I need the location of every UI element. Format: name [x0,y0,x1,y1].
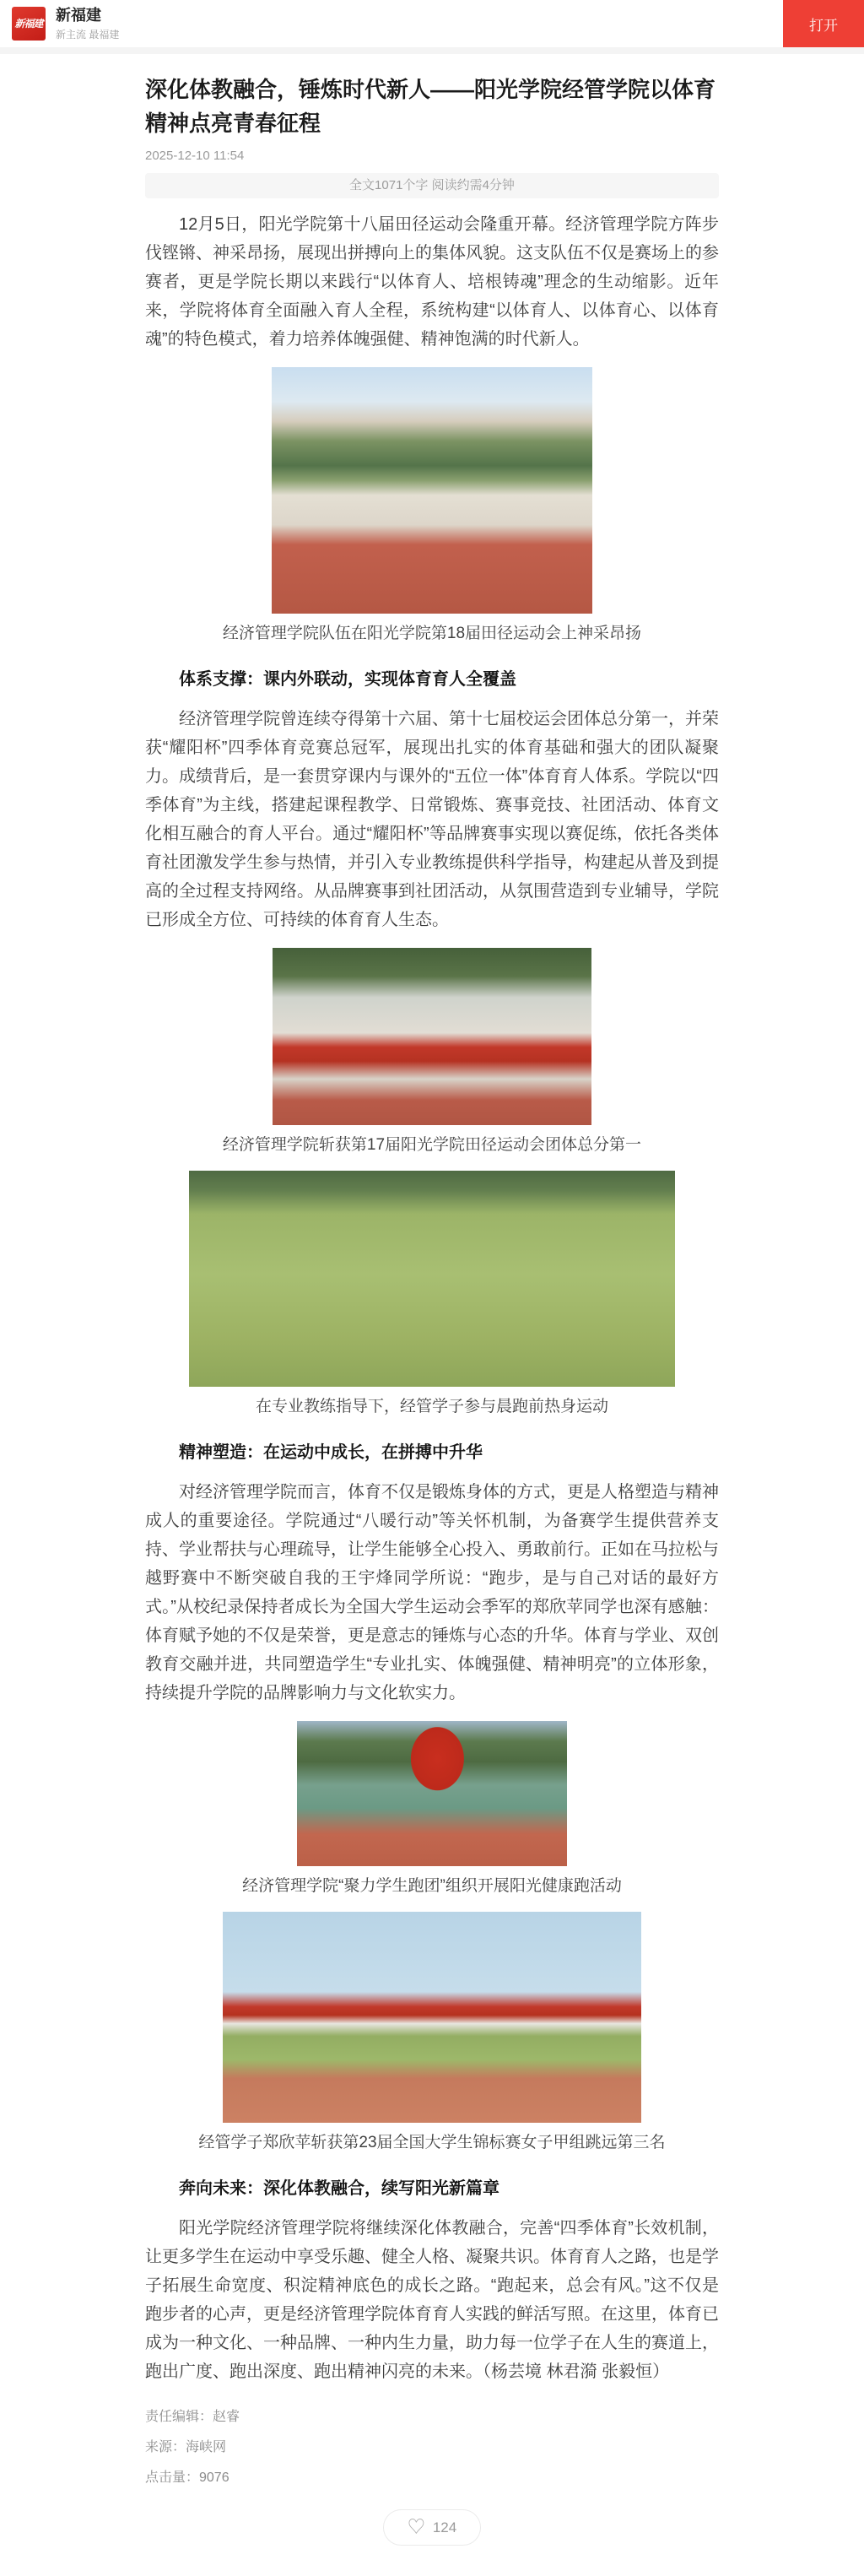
section-heading-2: 精神塑造：在运动中成长，在拼搏中升华 [179,1443,483,1462]
heart-icon: ♡ [407,2518,425,2537]
open-app-button[interactable]: 打开 [783,0,864,47]
publish-time: 2025-12-10 11:54 [145,149,245,163]
word-count-badge: 全文1071个字 阅读约需4分钟 [145,173,719,198]
source-line: 来源：海峡网 [145,2440,227,2454]
image-caption-4: 经济管理学院“聚力学生跑团”组织开展阳光健康跑活动 [242,1877,622,1895]
app-logo: 新福建 [12,7,46,41]
article-image-opening-ceremony[interactable] [272,367,592,614]
figure-1 [145,367,719,646]
section-heading-1: 体系支撑：课内外联动，实现体育育人全覆盖 [179,670,516,689]
editor-line: 责任编辑：赵睿 [145,2410,240,2424]
article-footer [145,2408,719,2487]
article [145,54,719,2576]
figure-2 [145,948,719,1157]
figure-3 [145,1171,719,1419]
image-caption-2: 经济管理学院斩获第17届阳光学院田径运动会团体总分第一 [222,1136,642,1154]
app-header [0,0,864,47]
image-caption-3: 在专业教练指导下，经管学子参与晨跑前热身运动 [255,1398,608,1415]
article-image-running-club[interactable] [297,1721,567,1866]
paragraph-3: 对经济管理学院而言，体育不仅是锻炼身体的方式，更是人格塑造与精神成人的重要途径。学院通过“八暖行动”等关怀机制，为备赛学生提供营养支持、学业帮扶与心理疏导，让学生能够全心投入、勇敢前行。正如在马拉松与越野赛中不断突破自我的王宇烽同学所说：“跑步，是与自己对话的最好方式。”从校纪录保持者成长为全国大学生运动会季军的郑欣苹同学也深有感触：体育赋予她的不仅是荣誉，更是意志的锤炼与心态的升华。体育与学业、双创教育交融并进，共同塑造学生“专业扎实、体魄强健、精神明亮”的立体形象，持续提升学院的品牌影响力与文化软实力。 [145,1483,719,1702]
image-caption-1: 经济管理学院队伍在阳光学院第18届田径运动会上神采昂扬 [222,625,642,642]
image-caption-5: 经管学子郑欣苹斩获第23届全国大学生锦标赛女子甲组跳远第三名 [198,2134,666,2151]
article-image-warmup[interactable] [189,1171,675,1387]
figure-5 [145,1912,719,2155]
paragraph-2: 经济管理学院曾连续夺得第十六届、第十七届校运会团体总分第一，并荣获“耀阳杯”四季体育竞赛总冠军，展现出扎实的体育基础和强大的团队凝聚力。成绩背后，是一套贯穿课内与课外的“五位一体”体育育人体系。学院以“四季体育”为主线，搭建起课程教学、日常锻炼、赛事竞技、社团活动、体育文化相互融合的育人平台。通过“耀阳杯”等品牌赛事实现以赛促练，依托各类体育社团激发学生参与热情，并引入专业教练提供科学指导，构建起从普及到提高的全过程支持网络。从品牌赛事到社团活动，从氛围营造到专业辅导，学院已形成全方位、可持续的体育育人生态。 [145,710,719,929]
app-name: 新福建 [56,7,101,24]
article-image-track-meet[interactable] [223,1912,641,2123]
header-divider [0,47,864,54]
figure-4 [145,1721,719,1898]
app-titles [56,6,119,41]
paragraph-4: 阳光学院经济管理学院将继续深化体教融合，完善“四季体育”长效机制，让更多学生在运动中享受乐趣、健全人格、凝聚共识。体育育人之路，也是学子拓展生命宽度、积淀精神底色的成长之路。“跑起来，总会有风。”这不仅是跑步者的心声，更是经济管理学院体育育人实践的鲜活写照。在这里，体育已成为一种文化、一种品牌、一种内生力量，助力每一位学子在人生的赛道上，跑出广度、跑出深度、跑出精神闪亮的未来。（杨芸境 林君漪 张毅恒） [145,2219,719,2381]
section-heading-3: 奔向未来：深化体教融合，续写阳光新篇章 [179,2179,500,2198]
like-count: 124 [432,2519,457,2535]
clicks-line: 点击量：9076 [145,2470,230,2485]
paragraph-1: 12月5日，阳光学院第十八届田径运动会隆重开幕。经济管理学院方阵步伐铿锵、神采昂扬，展现出拼搏向上的集体风貌。这支队伍不仅是赛场上的参赛者，更是学院长期以来践行“以体育人、培根铸魂”理念的生动缩影。近年来，学院将体育全面融入育人全程，系统构建“以体育人、以体育心、以体育魂”的特色模式，着力培养体魄强健、精神饱满的时代新人。 [145,215,719,349]
article-title: 深化体教融合，锤炼时代新人——阳光学院经管学院以体育精神点亮青春征程 [145,77,716,136]
app-subtitle: 新主流 最福建 [56,29,120,41]
article-image-group-photo[interactable] [273,948,591,1125]
like-button[interactable] [383,2509,481,2546]
